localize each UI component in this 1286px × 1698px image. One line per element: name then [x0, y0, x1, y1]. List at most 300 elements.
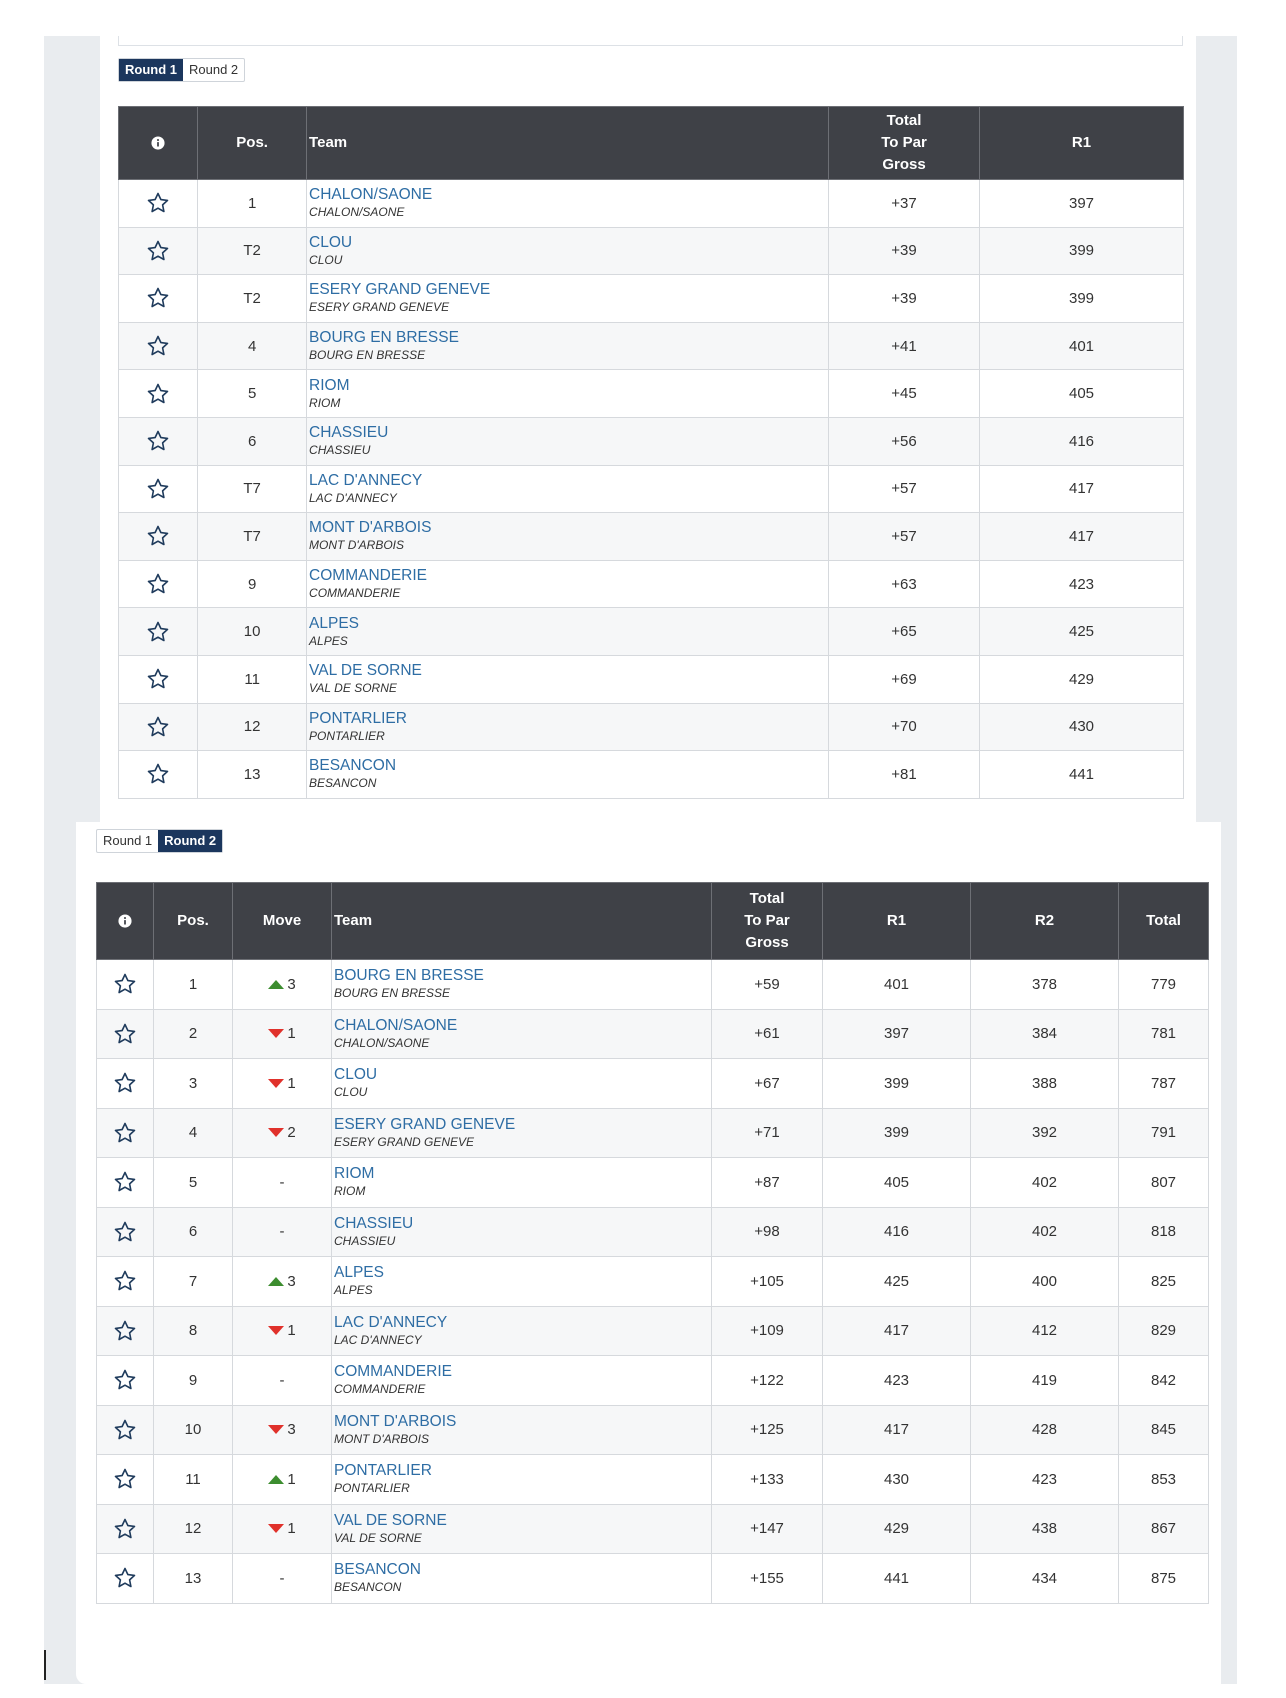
table-row: [119, 275, 1184, 323]
table-row: [119, 560, 1184, 608]
position-cell: T7: [198, 465, 307, 513]
favorite-star-icon[interactable]: [146, 477, 170, 501]
team-link[interactable]: ALPES: [309, 614, 360, 632]
favorite-cell[interactable]: [97, 1257, 154, 1307]
team-link[interactable]: ESERY GRAND GENEVE: [334, 1115, 516, 1133]
r2-cell: 402: [971, 1158, 1119, 1208]
team-cell: [307, 275, 829, 323]
r1-header: R1: [823, 883, 971, 960]
favorite-cell[interactable]: [119, 322, 198, 370]
move-value: -: [279, 1371, 285, 1389]
r2-cell: 428: [971, 1405, 1119, 1455]
table-header-row: [119, 107, 1184, 180]
team-club-name: CHASSIEU: [309, 443, 371, 458]
team-cell: [332, 1306, 712, 1356]
favorite-star-icon[interactable]: [113, 1269, 137, 1293]
round1-tab[interactable]: Round 1: [119, 59, 183, 81]
move-value: -: [279, 1173, 285, 1191]
favorite-star-icon[interactable]: [146, 334, 170, 358]
position-cell: 2: [154, 1009, 233, 1059]
team-link[interactable]: PONTARLIER: [309, 709, 407, 727]
team-club-name: LAC D'ANNECY: [334, 1332, 422, 1347]
favorite-star-icon[interactable]: [113, 1071, 137, 1095]
favorite-cell[interactable]: [97, 960, 154, 1010]
position-cell: 10: [154, 1405, 233, 1455]
table-row: [119, 513, 1184, 561]
r1-cell: 405: [823, 1158, 971, 1208]
team-link[interactable]: MONT D'ARBOIS: [334, 1412, 457, 1430]
team-cell: [307, 370, 829, 418]
move-down-icon: [268, 1326, 284, 1335]
move-indicator: [268, 1471, 295, 1488]
move-indicator: [268, 1520, 295, 1537]
team-link[interactable]: LAC D'ANNECY: [334, 1313, 448, 1331]
team-cell: [307, 703, 829, 751]
move-indicator: [268, 1124, 295, 1141]
team-club-name: ALPES: [334, 1283, 373, 1298]
to-par-cell: +70: [828, 703, 979, 751]
to-par-cell: +69: [828, 655, 979, 703]
table-row: [97, 1405, 1209, 1455]
favorite-cell[interactable]: [97, 1009, 154, 1059]
table-row: [97, 1455, 1209, 1505]
move-indicator: [268, 1322, 295, 1339]
r1-cell: 416: [823, 1207, 971, 1257]
team-link[interactable]: RIOM: [334, 1165, 375, 1183]
move-value: 1: [287, 1520, 296, 1538]
favorite-star-icon[interactable]: [146, 524, 170, 548]
move-indicator: [268, 976, 295, 993]
r2-cell: 388: [971, 1059, 1119, 1109]
r1-cell: 399: [980, 227, 1184, 275]
team-link[interactable]: CHASSIEU: [334, 1214, 414, 1232]
team-club-name: MONT D'ARBOIS: [309, 538, 405, 553]
table-row: [97, 1059, 1209, 1109]
move-cell: [233, 1207, 332, 1257]
to-par-cell: +65: [828, 608, 979, 656]
total-header-line2: To Par: [881, 134, 927, 151]
favorite-cell[interactable]: [119, 227, 198, 275]
table-row: [97, 1504, 1209, 1554]
move-cell: [233, 960, 332, 1010]
favorite-cell[interactable]: [97, 1108, 154, 1158]
total-cell: 818: [1119, 1207, 1209, 1257]
favorite-star-icon[interactable]: [113, 1319, 137, 1343]
table-row: [97, 1207, 1209, 1257]
position-cell: T2: [198, 227, 307, 275]
position-cell: 3: [154, 1059, 233, 1109]
to-par-cell: +133: [712, 1455, 823, 1505]
table-row: [119, 608, 1184, 656]
r2-cell: 384: [971, 1009, 1119, 1059]
favorite-star-icon[interactable]: [113, 1418, 137, 1442]
table-row: [119, 703, 1184, 751]
round2-leaderboard-table: [96, 882, 1209, 1604]
favorite-star-icon[interactable]: [146, 620, 170, 644]
favorite-cell[interactable]: [119, 513, 198, 561]
favorite-star-icon[interactable]: [146, 286, 170, 310]
position-cell: 6: [154, 1207, 233, 1257]
total-to-par-header: [828, 107, 979, 180]
table-row: [119, 417, 1184, 465]
team-club-name: CLOU: [309, 252, 343, 267]
move-indicator: [268, 1025, 295, 1042]
round-toggle-round1-view: [118, 58, 245, 82]
team-link[interactable]: CHALON/SAONE: [309, 186, 433, 204]
r1-cell: 399: [980, 275, 1184, 323]
r1-cell: 417: [980, 513, 1184, 561]
r1-cell: 417: [823, 1405, 971, 1455]
r1-cell: 430: [823, 1455, 971, 1505]
move-value: -: [279, 1223, 285, 1241]
favorite-cell[interactable]: [119, 703, 198, 751]
position-cell: 1: [154, 960, 233, 1010]
to-par-cell: +81: [828, 751, 979, 799]
team-club-name: ESERY GRAND GENEVE: [309, 300, 450, 315]
r1-cell: 405: [980, 370, 1184, 418]
round1-leaderboard-table: [118, 106, 1184, 799]
team-club-name: PONTARLIER: [309, 728, 385, 743]
info-icon[interactable]: [151, 136, 165, 150]
position-cell: 1: [198, 180, 307, 228]
r1-cell: 441: [980, 751, 1184, 799]
team-cell: [307, 560, 829, 608]
favorite-star-icon[interactable]: [146, 382, 170, 406]
team-cell: [307, 417, 829, 465]
team-link[interactable]: CLOU: [309, 233, 353, 251]
r1-cell: 401: [823, 960, 971, 1010]
team-club-name: ALPES: [309, 633, 348, 648]
total-cell: 842: [1119, 1356, 1209, 1406]
team-cell: [307, 513, 829, 561]
r1-cell: 441: [823, 1554, 971, 1604]
favorite-star-icon[interactable]: [113, 1566, 137, 1590]
position-cell: 11: [198, 655, 307, 703]
team-club-name: CHALON/SAONE: [334, 1035, 430, 1050]
favorite-star-icon[interactable]: [146, 191, 170, 215]
favorite-cell[interactable]: [119, 560, 198, 608]
r1-cell: 399: [823, 1108, 971, 1158]
favorite-cell[interactable]: [97, 1455, 154, 1505]
position-cell: 9: [198, 560, 307, 608]
team-club-name: MONT D'ARBOIS: [334, 1431, 429, 1446]
total-cell: 787: [1119, 1059, 1209, 1109]
team-club-name: COMMANDERIE: [334, 1382, 426, 1397]
table-row: [119, 751, 1184, 799]
favorite-cell[interactable]: [119, 370, 198, 418]
table-row: [97, 1306, 1209, 1356]
move-value: 1: [287, 1322, 296, 1340]
r1-cell: 399: [823, 1059, 971, 1109]
to-par-cell: +56: [828, 417, 979, 465]
position-cell: T2: [198, 275, 307, 323]
to-par-cell: +63: [828, 560, 979, 608]
move-value: 1: [287, 1074, 296, 1092]
favorite-cell[interactable]: [119, 417, 198, 465]
total-header-line1: Total: [886, 112, 922, 129]
total-cell: 807: [1119, 1158, 1209, 1208]
position-cell: 10: [198, 608, 307, 656]
move-value: 1: [287, 1025, 296, 1043]
team-cell: [307, 322, 829, 370]
team-link[interactable]: LAC D'ANNECY: [309, 471, 423, 489]
move-cell: [233, 1108, 332, 1158]
team-club-name: CHALON/SAONE: [309, 205, 405, 220]
favorite-star-icon[interactable]: [146, 239, 170, 263]
team-cell: [332, 1158, 712, 1208]
favorite-star-icon[interactable]: [113, 1368, 137, 1392]
total-cell: 779: [1119, 960, 1209, 1010]
round1-tab[interactable]: Round 1: [103, 833, 153, 848]
favorite-star-icon[interactable]: [113, 1517, 137, 1541]
favorite-star-icon[interactable]: [146, 429, 170, 453]
team-cell: [307, 465, 829, 513]
favorite-cell[interactable]: [97, 1207, 154, 1257]
position-cell: 12: [154, 1504, 233, 1554]
total-cell: 853: [1119, 1455, 1209, 1505]
total-cell: 875: [1119, 1554, 1209, 1604]
team-club-name: VAL DE SORNE: [334, 1530, 422, 1545]
favorite-star-icon[interactable]: [113, 1220, 137, 1244]
move-cell: [233, 1257, 332, 1307]
r1-cell: 423: [823, 1356, 971, 1406]
move-up-icon: [268, 980, 284, 989]
to-par-cell: +41: [828, 322, 979, 370]
round2-tab[interactable]: Round 2: [158, 830, 222, 852]
table-row: [119, 370, 1184, 418]
r1-cell: 416: [980, 417, 1184, 465]
favorite-star-icon[interactable]: [113, 1022, 137, 1046]
team-link[interactable]: CHASSIEU: [309, 424, 389, 442]
favorite-cell[interactable]: [97, 1554, 154, 1604]
favorite-star-icon[interactable]: [146, 667, 170, 691]
r2-cell: 402: [971, 1207, 1119, 1257]
team-link[interactable]: COMMANDERIE: [309, 567, 428, 585]
favorite-star-icon[interactable]: [113, 1467, 137, 1491]
round2-table-body: [97, 960, 1209, 1604]
favorite-cell[interactable]: [97, 1158, 154, 1208]
to-par-cell: +105: [712, 1257, 823, 1307]
table-row: [97, 1009, 1209, 1059]
table-row: [97, 1158, 1209, 1208]
info-header[interactable]: [119, 107, 198, 180]
team-club-name: PONTARLIER: [334, 1481, 410, 1496]
to-par-cell: +59: [712, 960, 823, 1010]
team-club-name: BOURG EN BRESSE: [334, 986, 451, 1001]
favorite-cell[interactable]: [119, 655, 198, 703]
to-par-cell: +98: [712, 1207, 823, 1257]
position-cell: 4: [198, 322, 307, 370]
team-cell: [332, 1455, 712, 1505]
favorite-cell[interactable]: [97, 1356, 154, 1406]
team-club-name: CHASSIEU: [334, 1233, 396, 1248]
team-cell: [307, 751, 829, 799]
move-cell: [233, 1306, 332, 1356]
total-header-line2: To Par: [744, 912, 790, 929]
r1-cell: 425: [823, 1257, 971, 1307]
favorite-cell[interactable]: [119, 465, 198, 513]
favorite-star-icon[interactable]: [113, 1121, 137, 1145]
to-par-cell: +39: [828, 227, 979, 275]
move-down-icon: [268, 1079, 284, 1088]
text-cursor: [44, 1650, 46, 1680]
favorite-cell[interactable]: [119, 180, 198, 228]
move-down-icon: [268, 1128, 284, 1137]
r2-cell: 423: [971, 1455, 1119, 1505]
r2-cell: 419: [971, 1356, 1119, 1406]
total-header-line3: Gross: [882, 156, 926, 173]
to-par-cell: +37: [828, 180, 979, 228]
total-cell: 791: [1119, 1108, 1209, 1158]
favorite-star-icon[interactable]: [113, 1170, 137, 1194]
team-club-name: LAC D'ANNECY: [309, 490, 397, 505]
position-cell: 13: [198, 751, 307, 799]
r2-cell: 392: [971, 1108, 1119, 1158]
move-indicator: [268, 1273, 295, 1290]
table-row: [97, 1257, 1209, 1307]
team-link[interactable]: BESANCON: [309, 757, 397, 775]
total-cell: 845: [1119, 1405, 1209, 1455]
team-header: Team: [332, 883, 712, 960]
r2-cell: 438: [971, 1504, 1119, 1554]
team-link[interactable]: BESANCON: [334, 1561, 421, 1579]
team-link[interactable]: VAL DE SORNE: [309, 662, 422, 680]
to-par-cell: +57: [828, 465, 979, 513]
r2-cell: 378: [971, 960, 1119, 1010]
move-cell: [233, 1158, 332, 1208]
to-par-cell: +125: [712, 1405, 823, 1455]
total-header: Total: [1119, 883, 1209, 960]
team-header: Team: [307, 107, 829, 180]
table-row: [119, 322, 1184, 370]
r2-header: R2: [971, 883, 1119, 960]
table-row: [119, 655, 1184, 703]
total-cell: 781: [1119, 1009, 1209, 1059]
team-club-name: CLOU: [334, 1085, 368, 1100]
to-par-cell: +39: [828, 275, 979, 323]
team-cell: [307, 655, 829, 703]
move-cell: [233, 1455, 332, 1505]
team-link[interactable]: PONTARLIER: [334, 1462, 432, 1480]
team-link[interactable]: VAL DE SORNE: [334, 1511, 447, 1529]
total-to-par-header: [712, 883, 823, 960]
team-club-name: RIOM: [309, 395, 341, 410]
round2-tab[interactable]: Round 2: [189, 62, 239, 77]
move-cell: [233, 1405, 332, 1455]
position-cell: 13: [154, 1554, 233, 1604]
move-cell: [233, 1356, 332, 1406]
to-par-cell: +57: [828, 513, 979, 561]
team-link[interactable]: CLOU: [334, 1066, 378, 1084]
team-cell: [307, 608, 829, 656]
r1-cell: 425: [980, 608, 1184, 656]
team-club-name: RIOM: [334, 1184, 366, 1199]
favorite-cell[interactable]: [97, 1306, 154, 1356]
info-header[interactable]: [97, 883, 154, 960]
team-link[interactable]: CHALON/SAONE: [334, 1016, 458, 1034]
move-indicator: [268, 1075, 295, 1092]
round-toggle-round2-view: [96, 829, 223, 853]
pos-header: Pos.: [154, 883, 233, 960]
position-cell: 5: [154, 1158, 233, 1208]
move-value: 3: [287, 1421, 296, 1439]
position-cell: 4: [154, 1108, 233, 1158]
team-club-name: BESANCON: [309, 776, 377, 791]
r2-cell: 400: [971, 1257, 1119, 1307]
favorite-cell[interactable]: [97, 1504, 154, 1554]
r1-cell: 417: [823, 1306, 971, 1356]
favorite-cell[interactable]: [97, 1405, 154, 1455]
team-link[interactable]: ALPES: [334, 1264, 384, 1282]
team-cell: [332, 960, 712, 1010]
team-link[interactable]: ESERY GRAND GENEVE: [309, 281, 491, 299]
r1-cell: 423: [980, 560, 1184, 608]
info-icon[interactable]: [118, 914, 132, 928]
team-cell: [332, 1108, 712, 1158]
favorite-cell[interactable]: [119, 275, 198, 323]
position-cell: 12: [198, 703, 307, 751]
favorite-cell[interactable]: [119, 608, 198, 656]
total-header-line1: Total: [749, 890, 785, 907]
team-link[interactable]: COMMANDERIE: [334, 1363, 452, 1381]
table-row: [97, 960, 1209, 1010]
position-cell: 9: [154, 1356, 233, 1406]
r1-header: R1: [980, 107, 1184, 180]
total-cell: 825: [1119, 1257, 1209, 1307]
move-up-icon: [268, 1277, 284, 1286]
favorite-star-icon[interactable]: [146, 762, 170, 786]
table-row: [97, 1108, 1209, 1158]
r1-cell: 397: [980, 180, 1184, 228]
move-value: 1: [287, 1470, 296, 1488]
r1-cell: 417: [980, 465, 1184, 513]
move-value: -: [279, 1569, 285, 1587]
to-par-cell: +109: [712, 1306, 823, 1356]
move-down-icon: [268, 1524, 284, 1533]
position-cell: T7: [198, 513, 307, 561]
table-row: [119, 227, 1184, 275]
team-link[interactable]: MONT D'ARBOIS: [309, 519, 432, 537]
r1-cell: 429: [823, 1504, 971, 1554]
team-cell: [332, 1207, 712, 1257]
move-header: Move: [233, 883, 332, 960]
favorite-star-icon[interactable]: [113, 972, 137, 996]
team-link[interactable]: BOURG EN BRESSE: [334, 967, 484, 985]
team-club-name: COMMANDERIE: [309, 586, 401, 601]
total-cell: 867: [1119, 1504, 1209, 1554]
team-link[interactable]: RIOM: [309, 376, 350, 394]
to-par-cell: +67: [712, 1059, 823, 1109]
favorite-star-icon[interactable]: [146, 572, 170, 596]
move-cell: [233, 1554, 332, 1604]
to-par-cell: +71: [712, 1108, 823, 1158]
team-link[interactable]: BOURG EN BRESSE: [309, 329, 459, 347]
team-cell: [332, 1059, 712, 1109]
move-value: 3: [287, 1272, 296, 1290]
total-header-line3: Gross: [745, 934, 789, 951]
favorite-cell[interactable]: [97, 1059, 154, 1109]
favorite-star-icon[interactable]: [146, 715, 170, 739]
move-down-icon: [268, 1425, 284, 1434]
team-club-name: VAL DE SORNE: [309, 681, 397, 696]
table-row: [97, 1356, 1209, 1406]
table-header-row: [97, 883, 1209, 960]
round1-table-body: [119, 180, 1184, 799]
team-cell: [332, 1009, 712, 1059]
to-par-cell: +155: [712, 1554, 823, 1604]
favorite-cell[interactable]: [119, 751, 198, 799]
position-cell: 8: [154, 1306, 233, 1356]
